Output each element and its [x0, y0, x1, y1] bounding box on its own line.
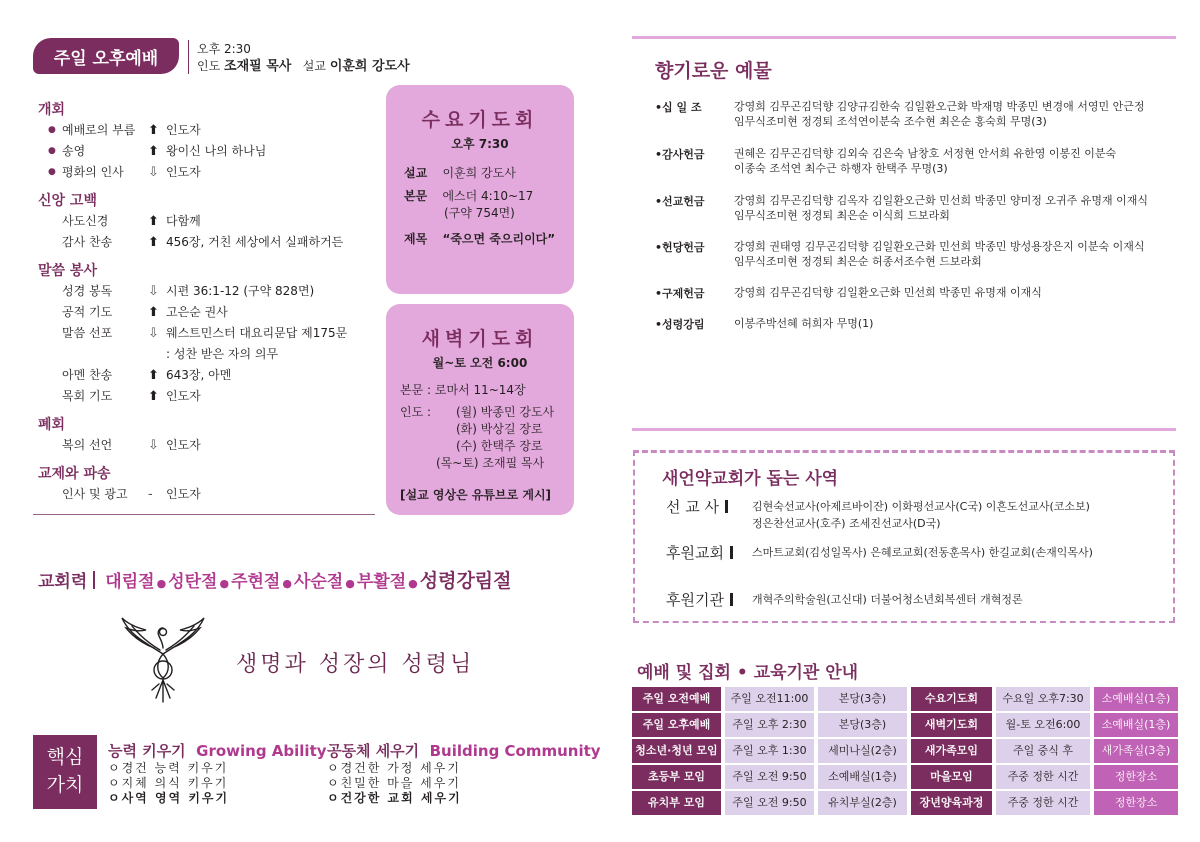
feast: 사순절 — [293, 572, 344, 592]
wednesday-prayer-box — [386, 85, 574, 294]
section-heading-closing: 폐회 — [38, 417, 66, 433]
section-heading-word: 말씀 봉사 — [38, 263, 97, 279]
ministry-label: 후원교회 — [666, 542, 733, 563]
stand-icon: ⬆ — [148, 123, 159, 138]
order-divider — [33, 514, 375, 515]
core-value-item: ㅇ친밀한 마을 세우기 — [327, 776, 461, 790]
service-time: 오후 2:30 — [197, 42, 251, 56]
order-row: 복의 선언 ⇩ 인도자 — [38, 435, 383, 456]
dawn-title: 새벽기도회 — [421, 328, 539, 350]
section-heading-confession: 신앙 고백 — [38, 193, 97, 209]
core-value-item: ㅇ경건 능력 키우기 — [108, 761, 229, 775]
ministry-value: 스마트교회(김성일목사) 은혜로교회(전동훈목사) 한길교회(손재익목사) — [752, 546, 1093, 559]
separator-dot: ● — [219, 577, 230, 590]
order-of-worship — [38, 100, 383, 505]
core-value-heading: 공동체 세우기 Building Community — [327, 742, 601, 760]
dawn-leader: (화) 박상길 장로 — [456, 422, 543, 436]
feast: 성탄절 — [168, 572, 218, 592]
order-row: 사도신경 ⬆ 다함께 — [38, 211, 383, 232]
core-value-ability — [108, 740, 327, 806]
ministry-value: 개혁주의학술원(고신대) 더불어청소년회복센터 개혁정론 — [752, 593, 1023, 606]
current-season: 성령강림절 — [419, 570, 512, 592]
dawn-lead-label: 인도 : — [400, 405, 432, 419]
top-divider — [632, 36, 1176, 39]
order-row: 인사 및 광고 - 인도자 — [38, 484, 383, 505]
order-row: 성경 봉독 ⇩ 시편 36:1-12 (구약 828면) — [38, 281, 383, 302]
separator-dot: ● — [282, 577, 292, 590]
order-row: ● 평화의 인사 ⇩ 인도자 — [38, 162, 383, 183]
separator-dot: ● — [156, 577, 167, 590]
ministry-value: 김현숙선교사(아제르바이잔) 이화평선교사(C국) 이흔도선교사(코소보) 정은찬선교사(호주) 조세진선교사(D국) — [752, 500, 1090, 530]
order-row: 아멘 찬송 ⬆ 643장, 아멘 — [38, 365, 383, 386]
wednesday-title: 수요기도회 — [421, 109, 539, 131]
afternoon-service-badge: 주일 오후예배 — [33, 38, 179, 74]
separator-dot: ● — [408, 577, 418, 590]
ministry-title: 새언약교회가 돕는 사역 — [662, 469, 839, 489]
section-heading-fellowship: 교제와 파송 — [38, 466, 111, 482]
dawn-leader: (목~토) 조재필 목사 — [436, 456, 545, 470]
order-row: 감사 찬송 ⬆ 456장, 거친 세상에서 실패하거든 — [38, 232, 383, 253]
core-value-community — [327, 740, 601, 806]
service-leaders: 인도 조재필 목사 설교 이훈희 강도사 — [197, 59, 410, 74]
dawn-time: 월~토 오전 6:00 — [432, 356, 528, 370]
order-row: 말씀 선포 ⇩ 웨스트민스터 대요리문답 제175문 — [38, 323, 383, 344]
stand-icon: ⬆ — [148, 305, 159, 320]
ministry-label: 선 교 사 — [666, 496, 728, 517]
wednesday-text-page: (구약 754면) — [444, 206, 515, 220]
order-row: 목회 기도 ⬆ 인도자 — [38, 386, 383, 407]
stand-icon: ⬆ — [148, 389, 159, 404]
season-theme: 생명과 성장의 성령님 — [236, 652, 475, 677]
core-value-item: ㅇ사역 영역 키우기 — [108, 791, 230, 805]
core-value-heading: 능력 키우기 Growing Ability — [108, 742, 327, 760]
core-value-item: ㅇ지체 의식 키우기 — [108, 776, 229, 790]
calendar-divider — [93, 571, 95, 589]
bullet-icon: ● — [48, 167, 56, 177]
calendar-label: 교회력 — [38, 572, 88, 592]
dove-icon — [118, 614, 208, 706]
divider — [188, 40, 189, 74]
bullet-icon: ● — [48, 146, 56, 156]
sit-icon: ⇩ — [148, 284, 159, 299]
sit-icon: ⇩ — [148, 165, 159, 180]
core-values-label: 핵심 가치 — [33, 735, 97, 809]
section-heading-opening: 개회 — [38, 102, 66, 118]
core-value-item: ㅇ경건한 가정 세우기 — [327, 761, 461, 775]
ministry-label: 후원기관 — [666, 589, 733, 610]
church-calendar — [38, 566, 512, 593]
wednesday-sermon: 설교 이훈희 강도사 — [404, 166, 516, 180]
stand-icon: ⬆ — [148, 235, 159, 250]
feast: 대림절 — [105, 572, 155, 592]
stand-icon: ⬆ — [148, 214, 159, 229]
dawn-note: [설교 영상은 유튜브로 게시] — [400, 488, 552, 502]
wednesday-text: 본문 에스더 4:10~17 — [404, 189, 534, 203]
feast: 부활절 — [356, 572, 407, 592]
stand-icon: ⬆ — [148, 144, 159, 159]
dash-icon: - — [148, 487, 153, 502]
sit-icon: ⇩ — [148, 326, 159, 341]
feast: 주현절 — [231, 572, 281, 592]
order-row: ● 송영 ⬆ 왕이신 나의 하나님 — [38, 141, 383, 162]
separator-dot: ● — [345, 577, 355, 590]
order-row: 공적 기도 ⬆ 고은순 권사 — [38, 302, 383, 323]
dawn-prayer-box — [386, 304, 574, 515]
offerings-title: 향기로운 예물 — [655, 60, 772, 82]
dawn-text: 본문 : 로마서 11~14장 — [400, 383, 526, 397]
core-value-item: ㅇ건강한 교회 세우기 — [327, 791, 462, 805]
wednesday-time: 오후 7:30 — [451, 137, 509, 151]
schedule-title: 예배 및 집회 • 교육기관 안내 — [637, 663, 859, 683]
middle-divider — [632, 428, 1176, 431]
order-row: ● 예배로의 부름 ⬆ 인도자 — [38, 120, 383, 141]
stand-icon: ⬆ — [148, 368, 159, 383]
dawn-leader: (수) 한택주 장로 — [456, 439, 543, 453]
bullet-icon: ● — [48, 125, 56, 135]
dawn-leader: (월) 박종민 강도사 — [456, 405, 555, 419]
order-row: : 성찬 받은 자의 의무 — [166, 347, 279, 361]
sit-icon: ⇩ — [148, 438, 159, 453]
wednesday-topic: 제목 “죽으면 죽으리이다” — [404, 232, 556, 246]
